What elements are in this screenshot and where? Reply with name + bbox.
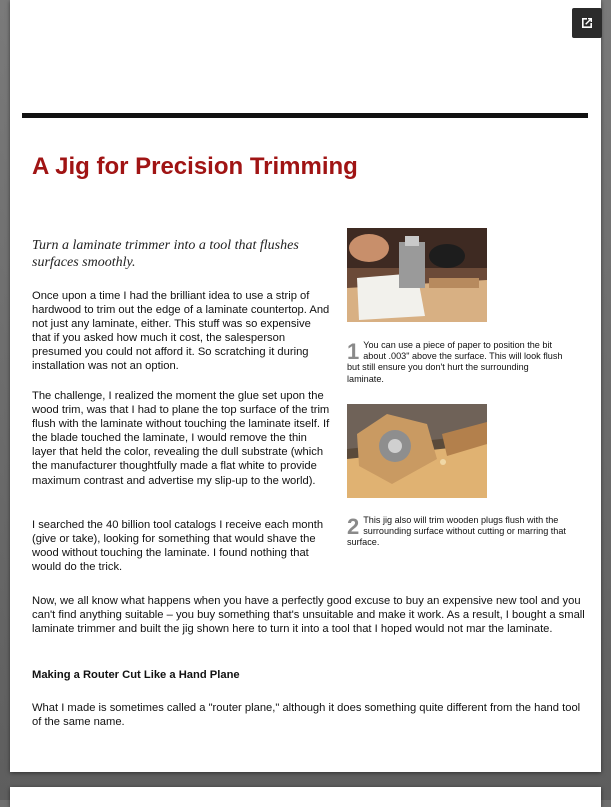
document-page [10,0,601,772]
body-paragraph: I searched the 40 billion tool catalogs I receive each month (give or take), looking for something that would shave the wood without touching the laminate. I found nothing that would do the trick. [32,519,324,574]
body-paragraph: Now, we all know what happens when you have a perfectly good excuse to buy an expensive new tool and you can't find anything suitable – you buy something that's unsuitable and make it work. As a result, I bought a small laminate trimmer and built the jig shown here to turn it into a tool that I hoped would not mar the laminate. [32,595,585,636]
body-paragraph: What I made is sometimes called a "router plane," although it does something quite different from the hand tool of the same name. [32,702,581,729]
photo-caption [347,515,567,549]
caption-text: This jig also will trim wooden plugs flush with the surrounding surface without cutting or marring that surface. [347,515,566,548]
article-deck: Turn a laminate trimmer into a tool that flushes surfaces smoothly. [32,238,299,270]
caption-number: 2 [347,514,360,539]
jig-photo [347,404,487,498]
body-paragraph: Once upon a time I had the brilliant idea to use a strip of hardwood to trim out the edge of a laminate countertop. And not just any laminate, either. This stuff was so expensive that if you asked how much it cost, the salesperson presumed you could not afford it. So scratching it during installation was not an option. [32,290,330,373]
popout-icon [579,15,595,31]
caption-number: 1 [347,339,360,364]
popout-button[interactable] [572,8,602,38]
jig-photo-illustration [347,404,487,498]
header-rule [22,113,588,118]
article-title: A Jig for Precision Trimming [32,153,358,180]
section-subhead: Making a Router Cut Like a Hand Plane [32,669,240,681]
trimmer-photo-illustration [347,228,487,322]
next-page [10,787,601,807]
caption-text: You can use a piece of paper to position the bit about .003" above the surface. This will look flush but still ensure you don't hurt the surrounding laminate. [347,340,563,384]
body-paragraph: The challenge, I realized the moment the glue set upon the wood trim, was that I had to plane the top surface of the trim flush with the laminate without touching the laminate itself. If the blade touched the laminate, I would remove the thin layer that held the color, revealing the dull substrate (which the manufacturer thoughtfully made a flat white to provide maximum contrast and advertise my slip-up to the world). [32,390,330,487]
photo-caption [347,340,567,385]
trimmer-photo [347,228,487,322]
